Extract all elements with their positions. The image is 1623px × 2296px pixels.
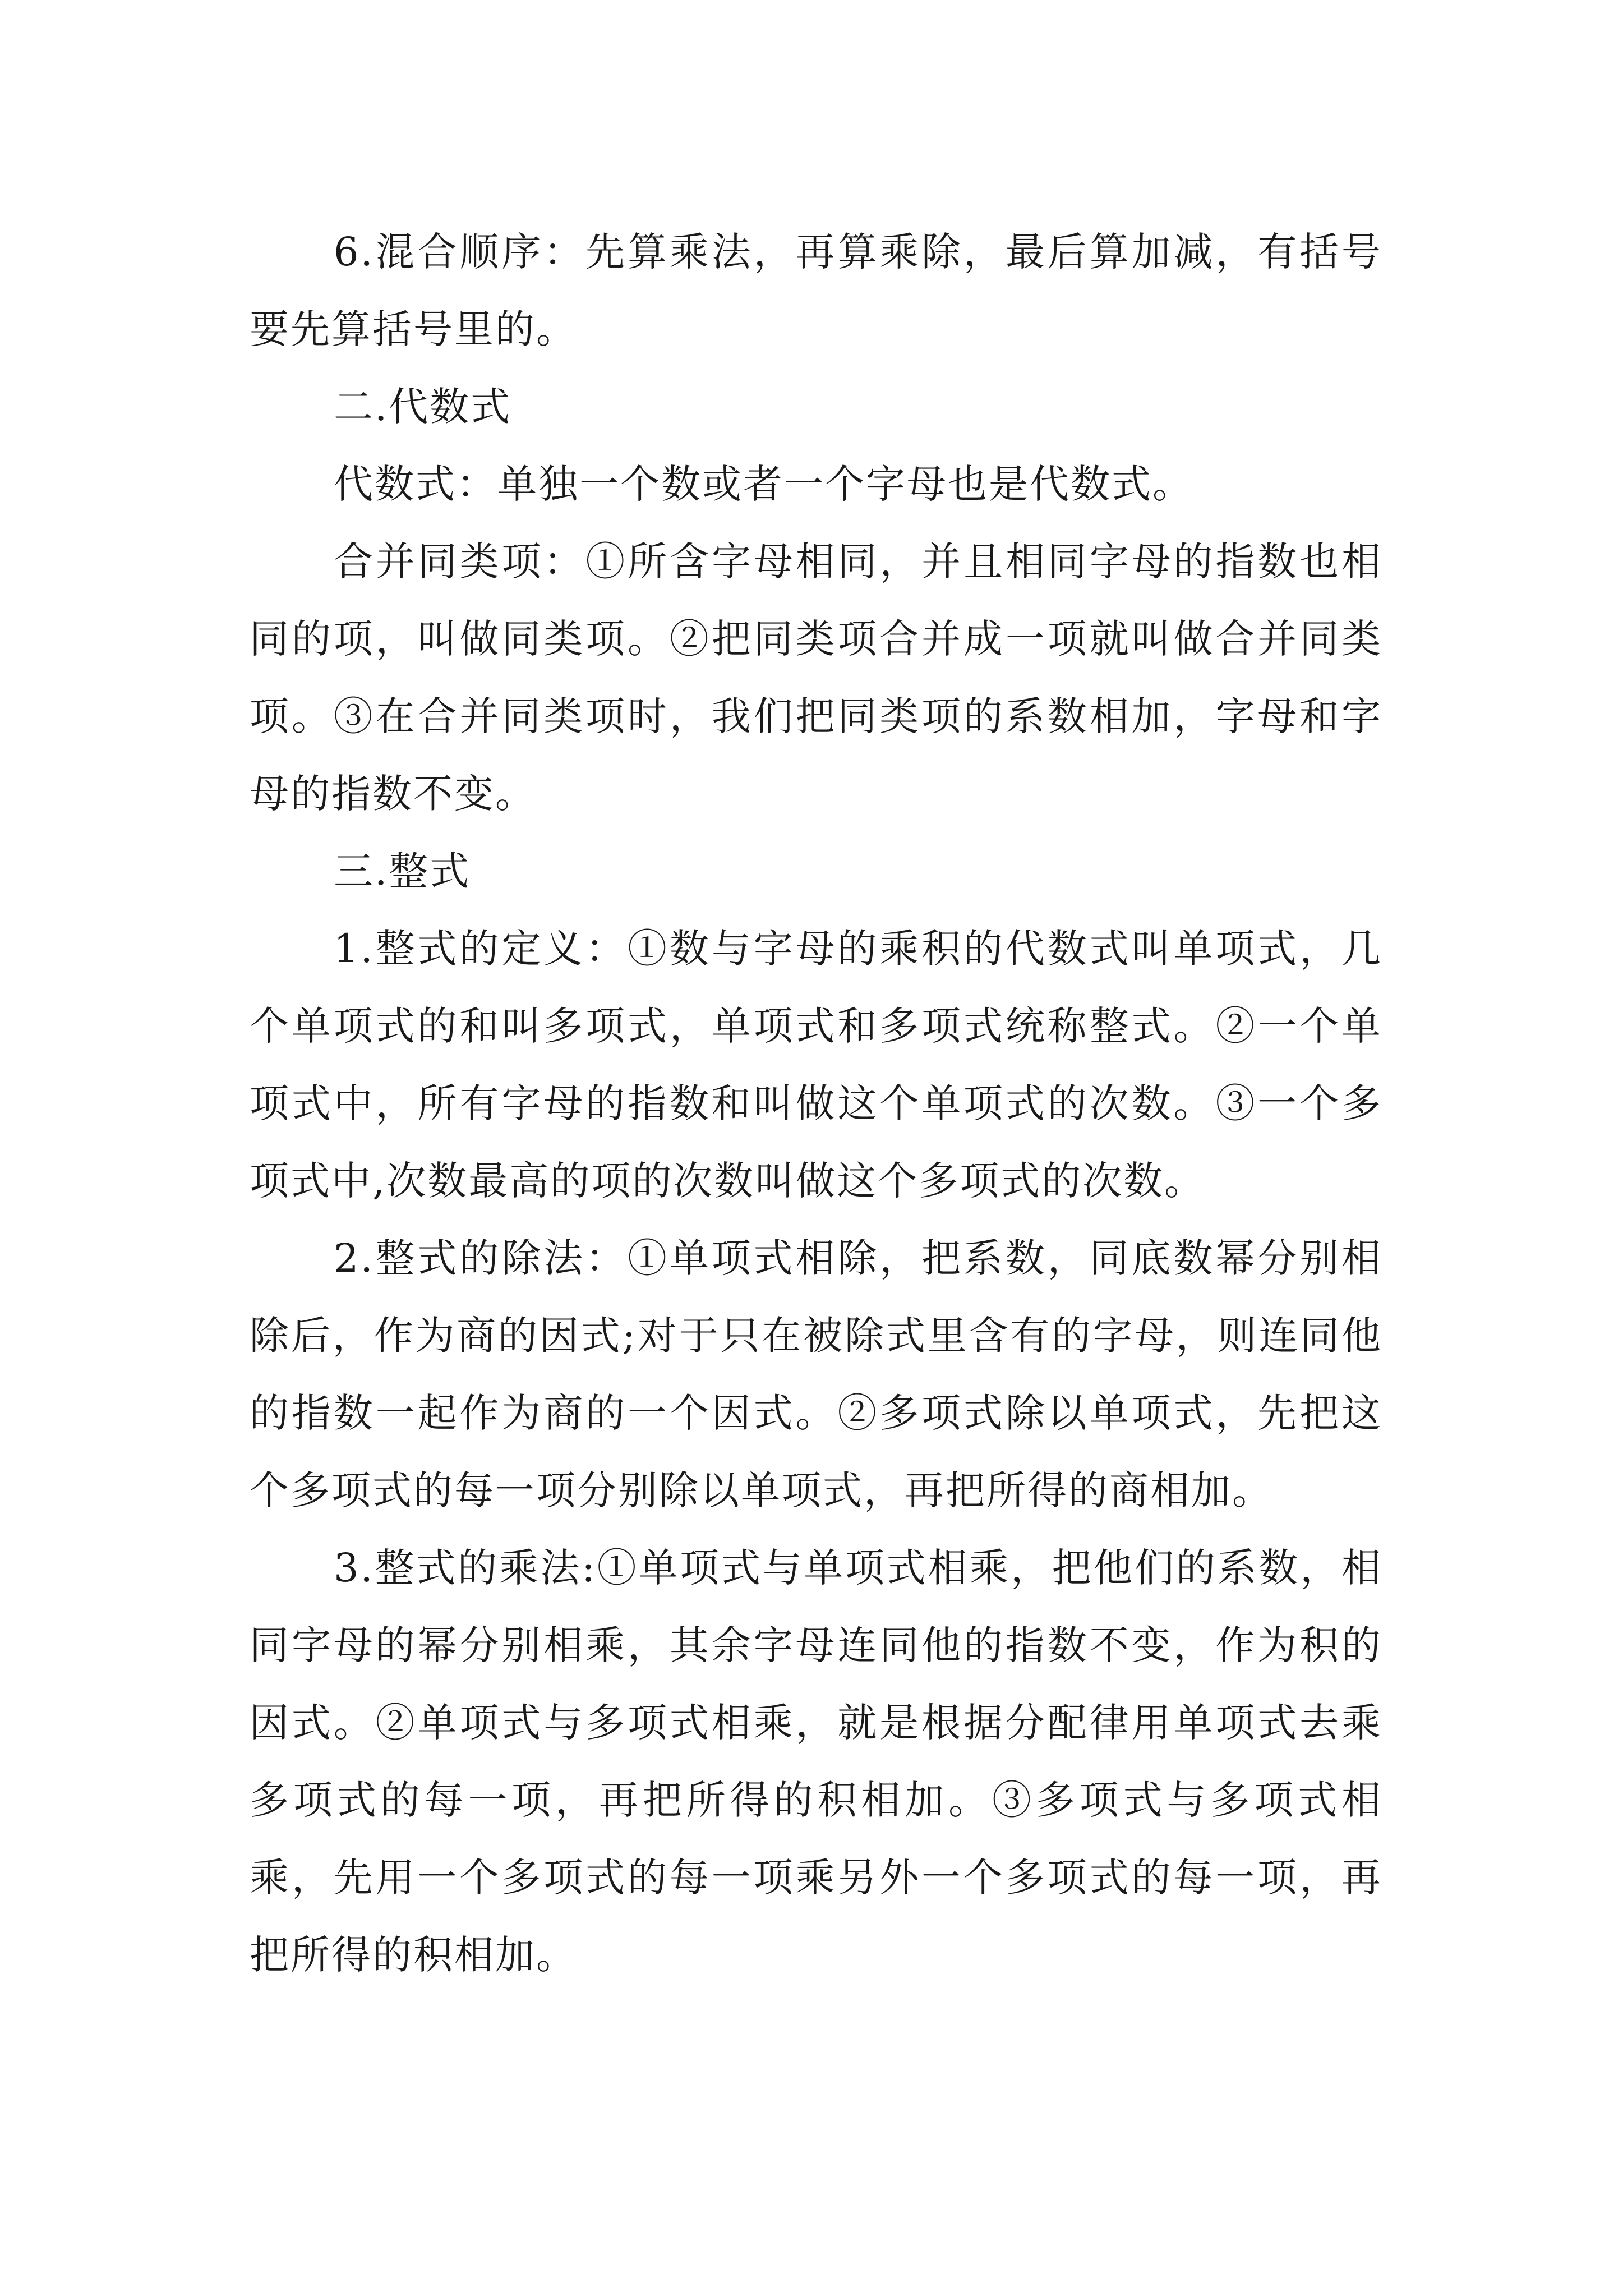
section-heading-algebraic-expression: 二.代数式 <box>334 384 512 430</box>
paragraph-polynomial-division: 2.整式的除法：①单项式相除，把系数，同底数幂分别相除后，作为商的因式;对于只在被除式里含有的字母，则连同他的指数一起作为商的一个因式。②多项式除以单项式，先把这个多项式的每一项分别除以单项式，再把所得的商相加。 <box>250 1235 1382 1513</box>
paragraph-combining-like-terms: 合并同类项：①所含字母相同，并且相同字母的指数也相同的项，叫做同类项。②把同类项合并成一项就叫做合并同类项。③在合并同类项时，我们把同类项的系数相加，字母和字母的指数不变。 <box>250 539 1382 817</box>
paragraph-mixed-order: 6.混合顺序：先算乘法，再算乘除，最后算加减，有括号要先算括号里的。 <box>250 229 1382 352</box>
paragraph-algebraic-expression-definition: 代数式：单独一个数或者一个字母也是代数式。 <box>334 461 1193 507</box>
paragraph-polynomial-definition: 1.整式的定义：①数与字母的乘积的代数式叫单项式，几个单项式的和叫多项式，单项式和多项式统称整式。②一个单项式中，所有字母的指数和叫做这个单项式的次数。③一个多项式中,次数最高的项的次数叫做这个多项式的次数。 <box>250 926 1382 1204</box>
paragraph-polynomial-multiplication: 3.整式的乘法:①单项式与单项式相乘，把他们的系数，相同字母的幂分别相乘，其余字母连同他的指数不变，作为积的因式。②单项式与多项式相乘，就是根据分配律用单项式去乘多项式的每一项，再把所得的积相加。③多项式与多项式相乘，先用一个多项式的每一项乘另外一个多项式的每一项，再把所得的积相加。 <box>250 1545 1382 1978</box>
document-body <box>250 213 1382 1994</box>
section-heading-polynomial: 三.整式 <box>334 848 471 894</box>
